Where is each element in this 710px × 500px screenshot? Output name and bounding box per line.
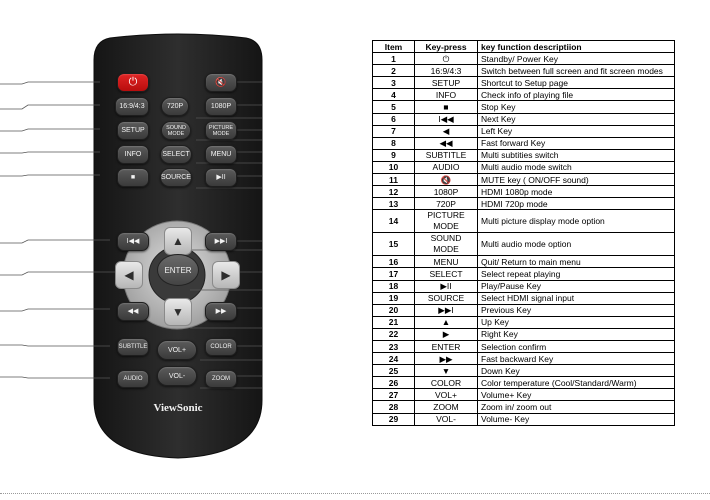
row-key-press: ▶▶I: [415, 304, 478, 316]
1080p-button[interactable]: 1080P: [205, 97, 237, 116]
row-item-number: 8: [373, 137, 415, 149]
row-item-number: 27: [373, 389, 415, 401]
row-key-press: 🔇: [415, 174, 478, 186]
row-key-press: SUBTITLE: [415, 149, 478, 161]
table-row: [373, 174, 675, 186]
row-description: Quit/ Return to main menu: [478, 256, 675, 268]
table-row: [373, 137, 675, 149]
row-description: Multi audio mode option: [478, 233, 675, 256]
row-key-press: COLOR: [415, 377, 478, 389]
row-key-press: ◀◀: [415, 137, 478, 149]
table-row: [373, 89, 675, 101]
table-row: [373, 268, 675, 280]
row-item-number: 12: [373, 186, 415, 198]
table-row: [373, 53, 675, 65]
row-description: Multi audio mode switch: [478, 161, 675, 173]
row-key-press: ◀: [415, 125, 478, 137]
row-item-number: 5: [373, 101, 415, 113]
row-description: Multi subtities switch: [478, 149, 675, 161]
row-item-number: 23: [373, 340, 415, 352]
table-row: [373, 389, 675, 401]
row-key-press: 16:9/4:3: [415, 65, 478, 77]
row-description: Fast forward Key: [478, 137, 675, 149]
row-item-number: 3: [373, 77, 415, 89]
sound-mode-button[interactable]: SOUND MODE: [161, 121, 191, 140]
table-row: [373, 77, 675, 89]
previous-button[interactable]: ▶▶I: [205, 232, 237, 251]
row-key-press-line1: PICTURE: [427, 210, 465, 221]
row-key-press: 1080P: [415, 186, 478, 198]
row-key-press: ⏻: [415, 53, 478, 65]
row-description: Shortcut to Setup page: [478, 77, 675, 89]
table-row: [373, 304, 675, 316]
table-row: [373, 353, 675, 365]
row-item-number: 9: [373, 149, 415, 161]
row-item-number: 28: [373, 401, 415, 413]
row-description: Select HDMI signal input: [478, 292, 675, 304]
source-button[interactable]: SOURCE: [160, 168, 192, 187]
row-key-press: AUDIO: [415, 161, 478, 173]
table-row: [373, 328, 675, 340]
row-key-press: [415, 210, 478, 233]
table-row: [373, 413, 675, 425]
play-pause-button[interactable]: ▶II: [205, 168, 237, 187]
row-key-press: ▶▶: [415, 353, 478, 365]
table-row: [373, 125, 675, 137]
vol-plus-button[interactable]: VOL+: [157, 340, 197, 360]
table-row: [373, 340, 675, 352]
row-key-press: ▶II: [415, 280, 478, 292]
row-description: HDMI 720p mode: [478, 198, 675, 210]
row-description: HDMI 1080p mode: [478, 186, 675, 198]
row-item-number: 13: [373, 198, 415, 210]
subtitle-button[interactable]: SUBTITLE: [117, 338, 149, 356]
audio-button[interactable]: AUDIO: [117, 370, 149, 388]
row-description: Volume- Key: [478, 413, 675, 425]
info-button[interactable]: INFO: [117, 145, 149, 164]
power-button[interactable]: ⏻: [117, 73, 149, 92]
row-item-number: 7: [373, 125, 415, 137]
row-item-number: 19: [373, 292, 415, 304]
header-description: key function descriptiion: [478, 41, 675, 53]
row-description: Up Key: [478, 316, 675, 328]
table-row: [373, 280, 675, 292]
row-description: Select repeat playing: [478, 268, 675, 280]
row-description: Fast backward Key: [478, 353, 675, 365]
zoom-button[interactable]: ZOOM: [205, 370, 237, 388]
row-key-press: ▼: [415, 365, 478, 377]
row-description: Standby/ Power Key: [478, 53, 675, 65]
setup-button[interactable]: SETUP: [117, 121, 149, 140]
stop-button[interactable]: ■: [117, 168, 149, 187]
row-item-number: 6: [373, 113, 415, 125]
next-button[interactable]: I◀◀: [117, 232, 149, 251]
row-key-press: ▲: [415, 316, 478, 328]
picture-mode-button[interactable]: PICTURE MODE: [205, 121, 237, 140]
row-key-press: INFO: [415, 89, 478, 101]
row-description: MUTE key ( ON/OFF sound): [478, 174, 675, 186]
row-key-press: ZOOM: [415, 401, 478, 413]
row-description: Volume+ Key: [478, 389, 675, 401]
row-key-press: ▶: [415, 328, 478, 340]
row-key-press: MENU: [415, 256, 478, 268]
down-button[interactable]: ▼: [164, 298, 192, 326]
header-item: Item: [373, 41, 415, 53]
row-description: Next Key: [478, 113, 675, 125]
row-key-press-line2: MODE: [433, 221, 459, 232]
row-item-number: 16: [373, 256, 415, 268]
table-row: [373, 365, 675, 377]
row-description: Selection confirm: [478, 340, 675, 352]
row-key-press: ■: [415, 101, 478, 113]
row-key-press: SELECT: [415, 268, 478, 280]
color-button[interactable]: COLOR: [205, 338, 237, 356]
row-item-number: 25: [373, 365, 415, 377]
row-description: Zoom in/ zoom out: [478, 401, 675, 413]
row-description: Stop Key: [478, 101, 675, 113]
key-function-table: [372, 40, 675, 426]
table-row: [373, 186, 675, 198]
fast-backward-button[interactable]: ▶▶: [205, 302, 237, 321]
row-description: Left Key: [478, 125, 675, 137]
720p-button[interactable]: 720P: [161, 97, 189, 116]
row-key-press: [415, 233, 478, 256]
up-button[interactable]: ▲: [164, 227, 192, 255]
table-row: [373, 256, 675, 268]
header-key-press: Key-press: [415, 41, 478, 53]
row-item-number: 20: [373, 304, 415, 316]
fast-forward-button[interactable]: ◀◀: [117, 302, 149, 321]
table-row: [373, 316, 675, 328]
row-key-press: 720P: [415, 198, 478, 210]
row-key-press: ENTER: [415, 340, 478, 352]
aspect-button[interactable]: 16:9/4:3: [115, 97, 149, 116]
table-row: [373, 401, 675, 413]
row-key-press: VOL+: [415, 389, 478, 401]
row-description: Down Key: [478, 365, 675, 377]
row-item-number: 21: [373, 316, 415, 328]
table-row: [373, 210, 675, 233]
table-row: [373, 101, 675, 113]
row-description: Play/Pause Key: [478, 280, 675, 292]
row-item-number: 2: [373, 65, 415, 77]
row-key-press: SETUP: [415, 77, 478, 89]
row-item-number: 15: [373, 233, 415, 256]
row-description: Check info of playing file: [478, 89, 675, 101]
row-item-number: 10: [373, 161, 415, 173]
row-key-press-line1: SOUND: [430, 233, 462, 244]
table-row: [373, 113, 675, 125]
brand-logo: ViewSonic: [153, 402, 203, 414]
row-item-number: 18: [373, 280, 415, 292]
menu-button[interactable]: MENU: [205, 145, 237, 164]
row-description: Right Key: [478, 328, 675, 340]
table-row: [373, 161, 675, 173]
row-key-press: VOL-: [415, 413, 478, 425]
row-item-number: 1: [373, 53, 415, 65]
row-description: Multi picture display mode option: [478, 210, 675, 233]
left-button[interactable]: ◀: [115, 261, 143, 289]
enter-button[interactable]: ENTER: [157, 254, 199, 286]
row-item-number: 26: [373, 377, 415, 389]
table-row: [373, 198, 675, 210]
table-row: [373, 233, 675, 256]
row-item-number: 14: [373, 210, 415, 233]
mute-button[interactable]: 🔇: [205, 73, 237, 92]
row-description: Color temperature (Cool/Standard/Warm): [478, 377, 675, 389]
row-item-number: 22: [373, 328, 415, 340]
row-key-press: I◀◀: [415, 113, 478, 125]
row-description: Previous Key: [478, 304, 675, 316]
row-description: Switch between full screen and fit screen modes: [478, 65, 675, 77]
table-row: [373, 149, 675, 161]
row-item-number: 29: [373, 413, 415, 425]
table-row: [373, 377, 675, 389]
table-row: [373, 65, 675, 77]
row-item-number: 24: [373, 353, 415, 365]
vol-minus-button[interactable]: VOL-: [157, 366, 197, 386]
select-button[interactable]: SELECT: [160, 145, 192, 164]
page-bottom-edge: [0, 493, 710, 494]
table-header-row: [373, 41, 675, 53]
table-row: [373, 292, 675, 304]
row-key-press-line2: MODE: [433, 244, 459, 255]
row-item-number: 4: [373, 89, 415, 101]
row-item-number: 11: [373, 174, 415, 186]
row-key-press: SOURCE: [415, 292, 478, 304]
right-button[interactable]: ▶: [212, 261, 240, 289]
row-item-number: 17: [373, 268, 415, 280]
